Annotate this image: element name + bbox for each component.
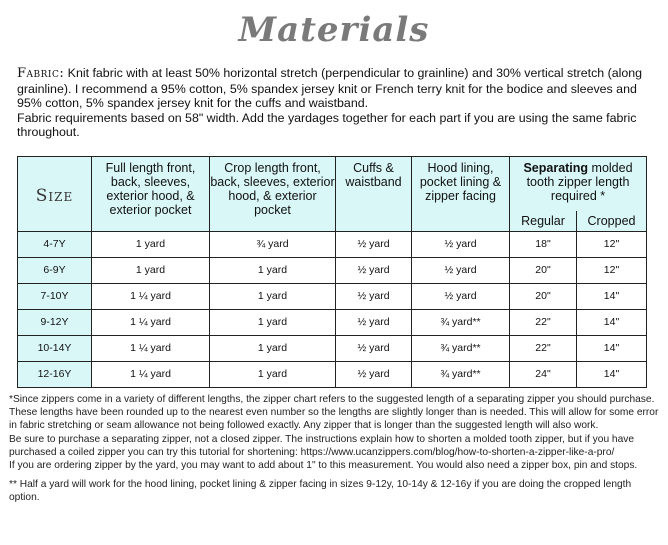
cell-cuffs: ½ yard bbox=[336, 309, 412, 335]
note-half-yard: ** Half a yard will work for the hood lining, pocket lining & zipper facing in sizes 9-12y, 10-14y & 12-16y if you are doing the cropped length option. bbox=[9, 479, 632, 504]
size-label: 4-7Y bbox=[18, 231, 92, 257]
cell-crop: 1 yard bbox=[210, 283, 336, 309]
cell-full: 1 yard bbox=[92, 257, 210, 283]
cell-hood: ¾ yard** bbox=[412, 309, 510, 335]
cell-cropped: 14" bbox=[577, 361, 647, 387]
table-row bbox=[18, 231, 647, 257]
materials-table bbox=[17, 156, 647, 388]
cell-crop: 1 yard bbox=[210, 257, 336, 283]
cell-regular: 24" bbox=[510, 361, 577, 387]
cell-full: 1 ¼ yard bbox=[92, 309, 210, 335]
full-length-header: Full length front, back, sleeves, exterior hood, & exterior pocket bbox=[92, 157, 210, 232]
cuffs-header: Cuffs & waistband bbox=[336, 157, 412, 232]
zipper-header-rest: molded tooth zipper length required * bbox=[526, 161, 633, 203]
table-row bbox=[18, 309, 647, 335]
fabric-line-2: Fabric requirements based on 58" width. Add the yardages together for each part if you are using the same fabric throughout. bbox=[17, 110, 637, 140]
cell-hood: ¾ yard** bbox=[412, 335, 510, 361]
footnotes bbox=[9, 393, 659, 505]
size-label: 10-14Y bbox=[18, 335, 92, 361]
cell-crop: 1 yard bbox=[210, 309, 336, 335]
size-label: 9-12Y bbox=[18, 309, 92, 335]
cell-regular: 18" bbox=[510, 231, 577, 257]
cell-cropped: 14" bbox=[577, 309, 647, 335]
note-zipper-lengths: *Since zippers come in a variety of different lengths, the zipper chart refers to the suggested length of a separating zipper you should purchase. These lengths have been rounded up to the nearest even number so the lengths are slightly longer than is needed. This will allow for some error in fabric stretching or seam allowance not being followed exactly. Any zipper that is longer than the suggested length will also work. bbox=[9, 394, 659, 432]
size-label: 12-16Y bbox=[18, 361, 92, 387]
table-row bbox=[18, 283, 647, 309]
regular-header: Regular bbox=[510, 211, 577, 232]
cell-hood: ½ yard bbox=[412, 257, 510, 283]
size-label: 7-10Y bbox=[18, 283, 92, 309]
crop-length-header: Crop length front, back, sleeves, exterior hood, & exterior pocket bbox=[210, 157, 336, 232]
size-label: 6-9Y bbox=[18, 257, 92, 283]
cell-cuffs: ½ yard bbox=[336, 283, 412, 309]
table-row bbox=[18, 257, 647, 283]
fabric-description bbox=[17, 66, 657, 140]
cell-regular: 20" bbox=[510, 283, 577, 309]
cell-crop: 1 yard bbox=[210, 361, 336, 387]
zipper-header bbox=[510, 157, 647, 211]
cell-hood: ½ yard bbox=[412, 231, 510, 257]
cell-hood: ½ yard bbox=[412, 283, 510, 309]
cell-cuffs: ½ yard bbox=[336, 361, 412, 387]
cell-cropped: 14" bbox=[577, 335, 647, 361]
cell-cropped: 12" bbox=[577, 257, 647, 283]
cell-full: 1 ¼ yard bbox=[92, 335, 210, 361]
note-zipper-by-yard: If you are ordering zipper by the yard, you may want to add about 1" to this measurement. You would also need a zipper box, pin and stops. bbox=[9, 460, 638, 472]
cell-cropped: 12" bbox=[577, 231, 647, 257]
hood-lining-header: Hood lining, pocket lining & zipper facing bbox=[412, 157, 510, 232]
cell-crop: ¾ yard bbox=[210, 231, 336, 257]
size-header: Size bbox=[18, 157, 92, 232]
cell-cuffs: ½ yard bbox=[336, 231, 412, 257]
cell-full: 1 ¼ yard bbox=[92, 361, 210, 387]
cell-full: 1 ¼ yard bbox=[92, 283, 210, 309]
note-separating-zipper: Be sure to purchase a separating zipper, not a closed zipper. The instructions explain how to shorten a molded tooth zipper, but if you have purchased a coiled zipper you can try this tutorial for shortening: https://www.ucanzippers.com/blog/how-to-shorten-a-zipper-like-a-pro/ bbox=[9, 433, 635, 458]
cell-cuffs: ½ yard bbox=[336, 257, 412, 283]
cell-regular: 20" bbox=[510, 257, 577, 283]
cell-regular: 22" bbox=[510, 335, 577, 361]
cell-hood: ¾ yard** bbox=[412, 361, 510, 387]
cell-cuffs: ½ yard bbox=[336, 335, 412, 361]
fabric-label: Fabric: bbox=[17, 66, 65, 81]
table-row bbox=[18, 335, 647, 361]
cell-regular: 22" bbox=[510, 309, 577, 335]
fabric-line-1: Knit fabric with at least 50% horizontal stretch (perpendicular to grainline) and 30% vertical stretch (along grainline). I recommend a 95% cotton, 5% spandex jersey knit or French terry knit for the bodice and sleeves and 95% cotton, 5% spandex jersey knit for the cuffs and waistband. bbox=[17, 66, 643, 111]
cell-crop: 1 yard bbox=[210, 335, 336, 361]
page-title: Materials bbox=[238, 10, 430, 50]
zipper-header-bold: Separating bbox=[523, 161, 589, 175]
table-row bbox=[18, 361, 647, 387]
cropped-header: Cropped bbox=[577, 211, 647, 232]
cell-cropped: 14" bbox=[577, 283, 647, 309]
cell-full: 1 yard bbox=[92, 231, 210, 257]
